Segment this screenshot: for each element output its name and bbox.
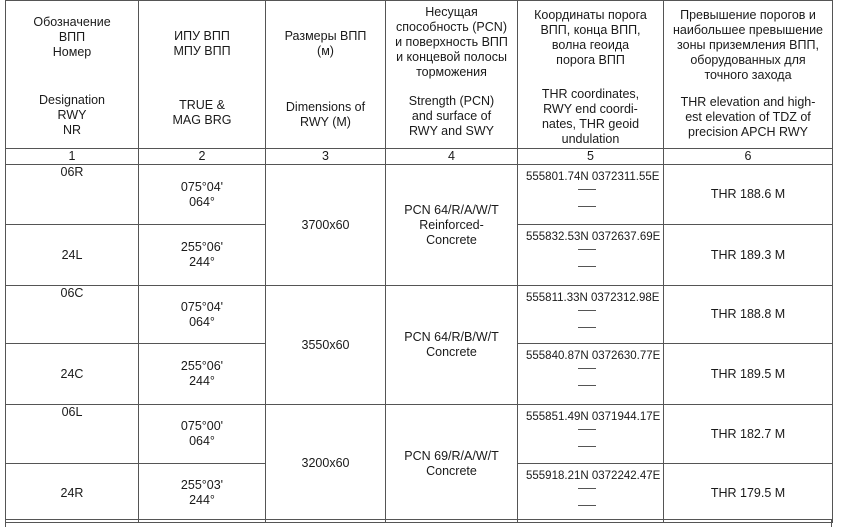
header-en-line: est elevation of TDZ of	[685, 110, 811, 124]
header-en-line: Strength (PCN)	[408, 94, 495, 108]
header-cell-1	[6, 1, 139, 149]
runway-coordinates	[518, 225, 664, 286]
header-label-en	[139, 98, 265, 128]
header-ru-line: (м)	[317, 44, 334, 58]
runway-coordinates	[518, 464, 664, 523]
header-ru-line: точного захода	[704, 68, 792, 82]
header-cell-content	[518, 3, 663, 148]
table-row	[6, 286, 833, 344]
threshold-coordinates: 555851.49N 0371944.17E	[526, 411, 661, 423]
true-bearing: 075°04'	[180, 179, 224, 194]
runway-designation: 06R	[6, 165, 139, 225]
header-label-en	[518, 87, 663, 147]
header-cell-content	[664, 3, 832, 148]
geoid-undulation-dash	[578, 505, 596, 518]
runway-strength	[386, 165, 518, 286]
geoid-undulation-dash	[578, 327, 596, 340]
table-row	[6, 405, 833, 464]
true-bearing: 255°03'	[180, 478, 224, 492]
header-cell-4	[386, 1, 518, 149]
header-en-line: nates, THR geoid	[541, 117, 640, 131]
header-ru-line: ИПУ ВПП	[174, 29, 230, 43]
runway-bearing	[139, 225, 266, 286]
runway-coordinates	[518, 286, 664, 344]
end-coordinates-dash	[578, 488, 596, 501]
header-ru-line: оборудованных для	[690, 53, 806, 67]
header-en-line: MAG BRG	[172, 113, 232, 127]
threshold-elevation: THR 189.5 M	[664, 344, 833, 405]
threshold-coordinates: 555801.74N 0372311.55E	[526, 171, 660, 183]
header-cell-3	[266, 1, 386, 149]
header-row	[6, 1, 833, 149]
runway-designation: 24L	[6, 225, 139, 286]
runway-bearing	[139, 286, 266, 344]
threshold-elevation: THR 182.7 M	[664, 405, 833, 464]
column-number-row	[6, 149, 833, 165]
mag-bearing: 064°	[189, 194, 215, 209]
column-number-1: 1	[6, 149, 139, 165]
header-label-ru	[664, 8, 832, 83]
geoid-undulation-dash	[578, 206, 596, 219]
strength-line: Reinforced-	[419, 217, 484, 232]
threshold-elevation: THR 188.8 M	[664, 286, 833, 344]
runway-dimensions: 3700x60	[266, 165, 386, 286]
table-continuation	[5, 519, 832, 527]
geoid-undulation-dash	[578, 266, 596, 279]
header-ru-line: Координаты порога	[534, 8, 647, 22]
header-label-en	[266, 100, 385, 130]
header-en-line: RWY end coordi-	[543, 102, 638, 116]
header-en-line: NR	[62, 123, 82, 137]
threshold-coordinates: 555832.53N 0372637.69E	[526, 231, 661, 243]
end-coordinates-dash	[578, 368, 596, 381]
header-en-line: and surface of	[411, 109, 492, 123]
geoid-undulation-dash	[578, 385, 596, 398]
threshold-coordinates: 555811.33N 0372312.98E	[526, 292, 660, 304]
header-cell-content	[6, 3, 138, 148]
runway-strength	[386, 405, 518, 523]
runway-bearing	[139, 405, 266, 464]
runway-strength	[386, 286, 518, 405]
header-label-ru	[386, 5, 517, 80]
threshold-elevation: THR 179.5 M	[664, 464, 833, 523]
column-number-4: 4	[386, 149, 518, 165]
column-number-6: 6	[664, 149, 833, 165]
header-label-en	[664, 95, 832, 140]
header-en-line: THR coordinates,	[541, 87, 640, 101]
runway-dimensions: 3550x60	[266, 286, 386, 405]
header-ru-line: зоны приземления ВПП,	[677, 38, 819, 52]
header-en-line: undulation	[561, 132, 620, 146]
true-bearing: 255°06'	[180, 240, 224, 254]
header-ru-line: и концевой полосы	[396, 50, 507, 64]
header-label-ru	[266, 29, 385, 59]
strength-line: Concrete	[426, 463, 477, 478]
end-coordinates-dash	[578, 249, 596, 262]
strength-line: PCN 69/R/A/W/T	[404, 448, 499, 463]
header-cell-content	[139, 3, 265, 148]
header-ru-line: способность (PCN)	[395, 20, 507, 34]
threshold-elevation: THR 188.6 M	[664, 165, 833, 225]
header-en-line: Designation	[38, 93, 105, 107]
geoid-undulation-dash	[578, 446, 596, 459]
runway-bearing	[139, 165, 266, 225]
runway-coordinates	[518, 344, 664, 405]
runway-dimensions: 3200x60	[266, 405, 386, 523]
header-cell-content	[266, 3, 385, 148]
header-label-en	[6, 93, 138, 138]
header-ru-line: Размеры ВПП	[284, 29, 367, 43]
runway-coordinates	[518, 165, 664, 225]
mag-bearing: 244°	[189, 255, 215, 269]
column-number-3: 3	[266, 149, 386, 165]
runway-characteristics-table	[5, 0, 833, 523]
strength-line: PCN 64/R/A/W/T	[404, 202, 499, 217]
runway-designation: 24C	[6, 344, 139, 405]
header-label-ru	[139, 29, 265, 59]
header-ru-line: МПУ ВПП	[173, 44, 231, 58]
true-bearing: 255°06'	[180, 359, 224, 373]
header-ru-line: наибольшее превышение	[673, 23, 823, 37]
end-coordinates-dash	[578, 429, 596, 442]
header-en-line: precision APCH RWY	[688, 125, 808, 139]
strength-line: PCN 64/R/B/W/T	[404, 330, 499, 344]
header-ru-line: волна геоида	[551, 38, 630, 52]
header-label-ru	[6, 15, 138, 60]
header-ru-line: ВПП	[58, 30, 86, 44]
mag-bearing: 064°	[189, 314, 215, 329]
runway-bearing	[139, 464, 266, 523]
header-ru-line: Несущая	[425, 5, 478, 19]
header-en-line: RWY	[57, 108, 87, 122]
header-cell-2	[139, 1, 266, 149]
end-coordinates-dash	[578, 189, 596, 202]
header-label-en	[386, 94, 517, 139]
header-ru-line: Обозначение	[33, 15, 111, 29]
header-ru-line: Превышение порогов и	[680, 8, 816, 22]
header-label-ru	[518, 8, 663, 68]
mag-bearing: 244°	[189, 493, 215, 507]
column-number-5: 5	[518, 149, 664, 165]
header-en-line: Dimensions of	[285, 100, 366, 114]
runway-bearing	[139, 344, 266, 405]
header-cell-6	[664, 1, 833, 149]
mag-bearing: 244°	[189, 374, 215, 388]
column-number-2: 2	[139, 149, 266, 165]
strength-line: Concrete	[426, 232, 477, 247]
header-ru-line: ВПП, конца ВПП,	[540, 23, 641, 37]
threshold-elevation: THR 189.3 M	[664, 225, 833, 286]
runway-coordinates	[518, 405, 664, 464]
header-cell-content	[386, 3, 517, 148]
runway-designation: 06C	[6, 286, 139, 344]
header-ru-line: и поверхность ВПП	[395, 35, 508, 49]
strength-line: Concrete	[426, 345, 477, 359]
header-ru-line: Номер	[52, 45, 92, 59]
table-row	[6, 165, 833, 225]
header-en-line: TRUE &	[179, 98, 225, 112]
threshold-coordinates: 555840.87N 0372630.77E	[526, 350, 661, 362]
runway-designation: 06L	[6, 405, 139, 464]
threshold-coordinates: 555918.21N 0372242.47E	[526, 470, 661, 482]
mag-bearing: 064°	[189, 434, 215, 448]
true-bearing: 075°04'	[180, 299, 224, 314]
true-bearing: 075°00'	[180, 419, 224, 433]
end-coordinates-dash	[578, 310, 596, 323]
runway-designation: 24R	[6, 464, 139, 523]
header-en-line: THR elevation and high-	[680, 95, 816, 109]
header-ru-line: торможения	[416, 65, 487, 79]
header-cell-5	[518, 1, 664, 149]
header-en-line: RWY (M)	[300, 115, 351, 129]
header-en-line: RWY and SWY	[409, 124, 494, 138]
header-ru-line: порога ВПП	[556, 53, 625, 67]
